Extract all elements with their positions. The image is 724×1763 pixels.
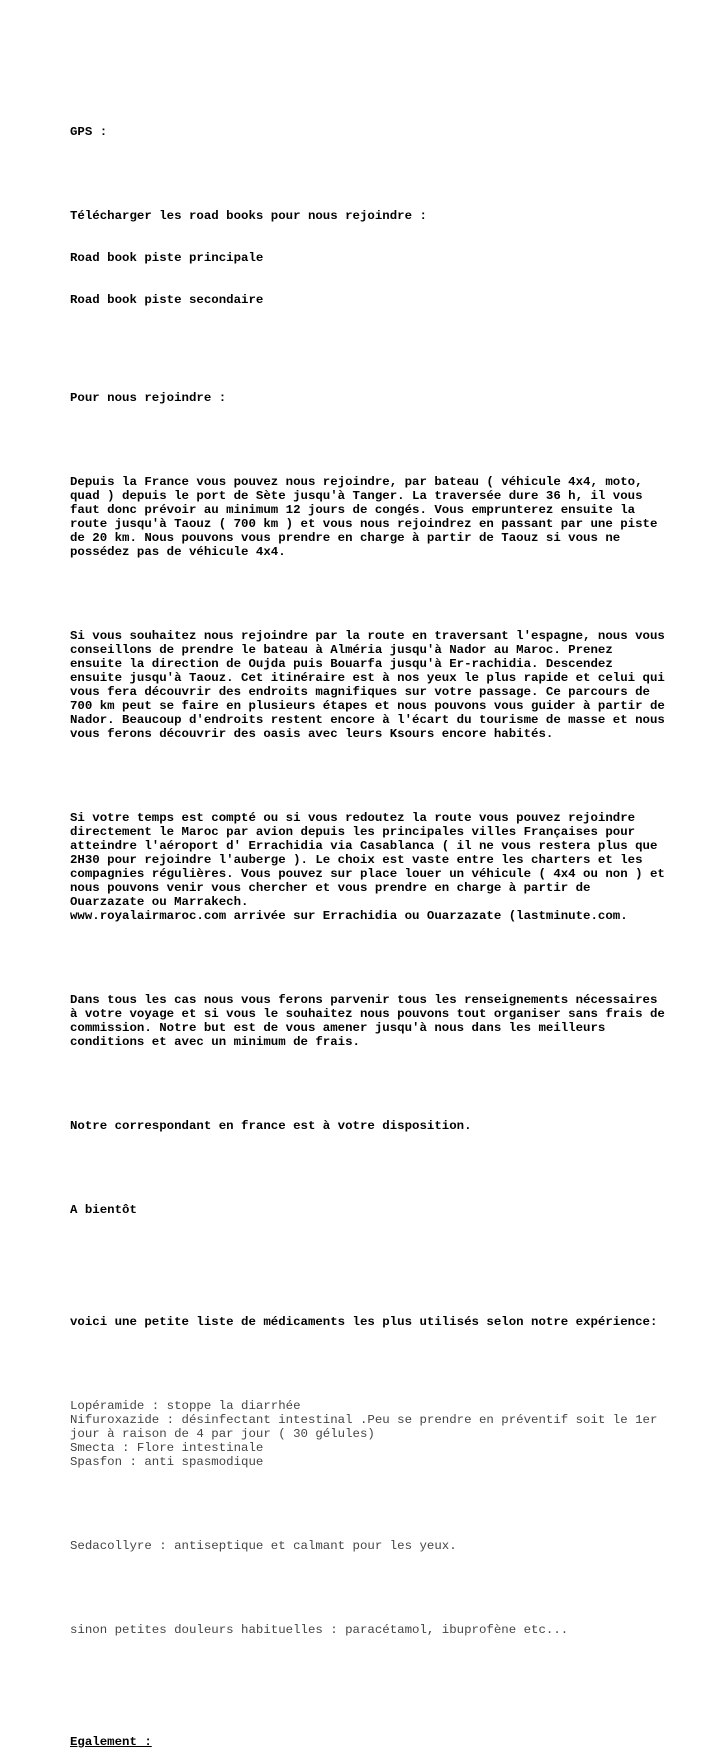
also-heading: Egalement : bbox=[70, 1735, 152, 1749]
eye-medication: Sedacollyre : antiseptique et calmant pour les yeux. bbox=[70, 1539, 457, 1553]
join-paragraph-plane: Si votre temps est compté ou si vous redoutez la route vous pouvez rejoindre directement le Maroc par avion depuis les principales villes Françaises pour atteindre l'aéroport d' Errachidia via Casablanca ( il ne vous restera plus que 2H30 pour rejoindre l'auberge ). Le choix est vaste entre les charters et les compagnies régulières. Vous pouvez sur place louer un véhicule ( 4x4 ou non ) et nous pouvons venir vous chercher et vous prendre en charge à partir de Ouarzazate ou Marrakech. www.royalairmaroc.com arrivée sur Errachidia ou Ouarzazate (lastminute.com. bbox=[70, 811, 665, 923]
medications-list: Lopéramide : stoppe la diarrhée Nifuroxazide : désinfectant intestinal .Peu se prendre en préventif soit le 1er jour à raison de 4 par jour ( 30 gélules) Smecta : Flore intestinale Spasfon : anti spasmodique bbox=[70, 1399, 658, 1469]
join-paragraph-ferry: Depuis la France vous pouvez nous rejoindre, par bateau ( véhicule 4x4, moto, quad ) depuis le port de Sète jusqu'à Tanger. La traversée dure 36 h, il vous faut donc prévoir au minimum 12 jours de congés. Vous emprunterez ensuite la route jusqu'à Taouz ( 700 km ) et vous nous rejoindrez en passant par une piste de 20 km. Nous pouvons vous prendre en charge à partir de Taouz si vous ne possédez pas de véhicule 4x4. bbox=[70, 475, 658, 559]
other-medications: sinon petites douleurs habituelles : paracétamol, ibuprofène etc... bbox=[70, 1623, 569, 1637]
join-paragraph-organise: Dans tous les cas nous vous ferons parvenir tous les renseignements nécessaires à votre voyage et si vous le souhaitez nous pouvons tout organiser sans frais de commission. Notre but est de vous amener jusqu'à nous dans les meilleurs conditions et avec un minimum de frais. bbox=[70, 993, 665, 1049]
closing-text: A bientôt bbox=[70, 1203, 137, 1217]
road-book-secondary-link[interactable]: Road book piste secondaire bbox=[70, 293, 264, 307]
gps-heading: GPS : bbox=[70, 125, 108, 139]
road-book-main-link[interactable]: Road book piste principale bbox=[70, 251, 264, 265]
document-body bbox=[70, 97, 670, 1763]
join-paragraph-road: Si vous souhaitez nous rejoindre par la route en traversant l'espagne, nous vous conseillons de prendre le bateau à Alméria jusqu'à Nador au Maroc. Prenez ensuite la direction de Oujda puis Bouarfa jusqu'à Er-rachidia. Descendez ensuite jusqu'à Taouz. Cet itinéraire est à nos yeux le plus rapide et celui qui vous fera découvrir des endroits magnifiques sur votre passage. Ce parcours de 700 km peut se faire en plusieurs étapes et nous pouvons vous guider à partir de Nador. Beaucoup d'endroits restent encore à l'écart du tourisme de masse et nous vous ferons découvrir des oasis avec leurs Ksours encore habités. bbox=[70, 629, 665, 741]
downloads-intro: Télécharger les road books pour nous rejoindre : bbox=[70, 209, 427, 223]
join-heading: Pour nous rejoindre : bbox=[70, 391, 227, 405]
medications-intro: voici une petite liste de médicaments les plus utilisés selon notre expérience: bbox=[70, 1315, 658, 1329]
correspondent-text: Notre correspondant en france est à votre disposition. bbox=[70, 1119, 472, 1133]
